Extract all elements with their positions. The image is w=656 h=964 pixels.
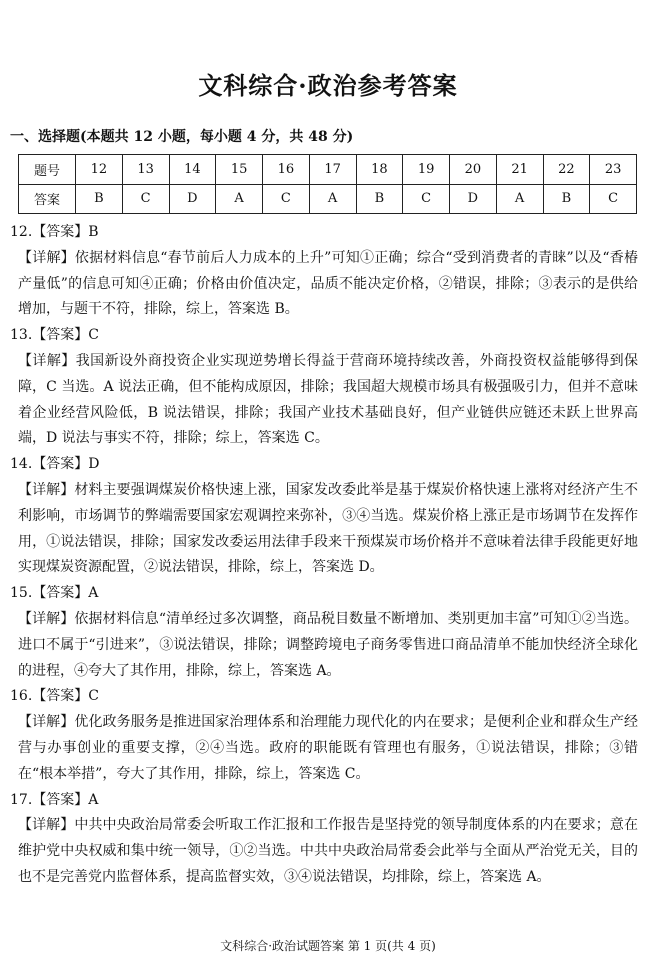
question-answer: 13.【答案】C	[10, 327, 99, 344]
question-detail: 【详解】依据材料信息“清单经过多次调整，商品税目数量不断增加、类别更加丰富”可知①②当选。进口不属于“引进来”，③说法错误，排除；调整跨境电子商务零售进口商品清单不能加快经济全球化的进程，④夸大了其作用，排除，综上，答案选 A。	[18, 610, 638, 679]
question-answer: 16.【答案】C	[10, 688, 99, 705]
table-cell: D	[450, 184, 497, 214]
question-block	[10, 452, 638, 581]
table-cell: A	[216, 184, 263, 214]
table-cell: 21	[496, 155, 543, 185]
table-header-cell: 答案	[19, 184, 76, 214]
table-cell: 19	[403, 155, 450, 185]
table-cell: 23	[590, 155, 637, 185]
question-answer: 14.【答案】D	[10, 456, 100, 473]
question-block	[10, 220, 638, 323]
question-answer: 17.【答案】A	[10, 791, 99, 808]
question-answer: 12.【答案】B	[10, 224, 99, 240]
table-cell: 22	[543, 155, 590, 185]
question-detail: 【详解】优化政务服务是推进国家治理体系和治理能力现代化的内在要求；是便利企业和群众生产经营与办事创业的重要支撑，②④当选。政府的职能既有管理也有服务，①说法错误，排除；③错在“根本举措”，夸大了其作用，排除，综上，答案选 C。	[18, 714, 638, 782]
answer-table	[18, 154, 637, 214]
table-cell: 15	[216, 155, 263, 185]
question-block	[10, 788, 638, 891]
table-cell: A	[496, 184, 543, 214]
page-footer: 文科综合·政治试题答案 第 1 页(共 4 页)	[220, 939, 436, 953]
table-cell: 18	[356, 155, 403, 185]
table-row-answers	[19, 184, 637, 214]
table-cell: A	[309, 184, 356, 214]
table-cell: B	[356, 184, 403, 214]
table-cell: C	[263, 184, 310, 214]
table-row-numbers	[19, 155, 637, 185]
table-cell: B	[76, 184, 123, 214]
question-answer: 15.【答案】A	[10, 585, 99, 602]
table-cell: 14	[169, 155, 216, 185]
answer-explanations	[10, 220, 638, 891]
table-cell: 16	[263, 155, 310, 185]
question-detail: 【详解】依据材料信息“春节前后人力成本的上升”可知①正确；综合“受到消费者的青睐”以及“香椿产量低”的信息可知④正确；价格由价值决定，品质不能决定价格，②错误，排除；③表示的是供给增加，与题干不符，排除，综上，答案选 B。	[18, 249, 638, 318]
table-cell: C	[122, 184, 169, 214]
table-cell: D	[169, 184, 216, 214]
question-detail: 【详解】我国新设外商投资企业实现逆势增长得益于营商环境持续改善，外商投资权益能够得到保障，C 当选。A 说法正确，但不能构成原因，排除；我国超大规模市场具有极强吸引力，但并不意味着企业经营风险低，B 说法错误，排除；我国产业技术基础良好，但产业链供应链还未跃上世界高端，D 说法与事实不符，排除；综上，答案选 C。	[18, 352, 638, 447]
question-block	[10, 581, 638, 684]
section-heading: 一、选择题(本题共 12 小题，每小题 4 分，共 48 分)	[10, 129, 354, 145]
question-detail: 【详解】材料主要强调煤炭价格快速上涨，国家发改委此举是基于煤炭价格快速上涨将对经济产生不利影响，市场调节的弊端需要国家宏观调控来弥补，③④当选。煤炭价格上涨正是市场调节在发挥作用，①说法错误，排除；国家发改委运用法律手段来干预煤炭市场价格并不意味着法律手段能更好地实现煤炭资源配置，②说法错误，排除，综上，答案选 D。	[18, 481, 638, 576]
table-cell: C	[403, 184, 450, 214]
page-title: 文科综合·政治参考答案	[198, 71, 458, 100]
table-header-cell: 题号	[19, 155, 76, 185]
table-cell: 12	[76, 155, 123, 185]
table-cell: C	[590, 184, 637, 214]
table-cell: 13	[122, 155, 169, 185]
question-block	[10, 684, 638, 787]
table-cell: 17	[309, 155, 356, 185]
table-cell: B	[543, 184, 590, 214]
question-detail: 【详解】中共中央政治局常委会听取工作汇报和工作报告是坚持党的领导制度体系的内在要求；意在维护党中央权威和集中统一领导，①②当选。中共中央政治局常委会此举与全面从严治党无关，目的也不是完善党内监督体系，提高监督实效，③④说法错误，均排除，综上，答案选 A。	[18, 817, 638, 885]
table-cell: 20	[450, 155, 497, 185]
question-block	[10, 323, 638, 452]
